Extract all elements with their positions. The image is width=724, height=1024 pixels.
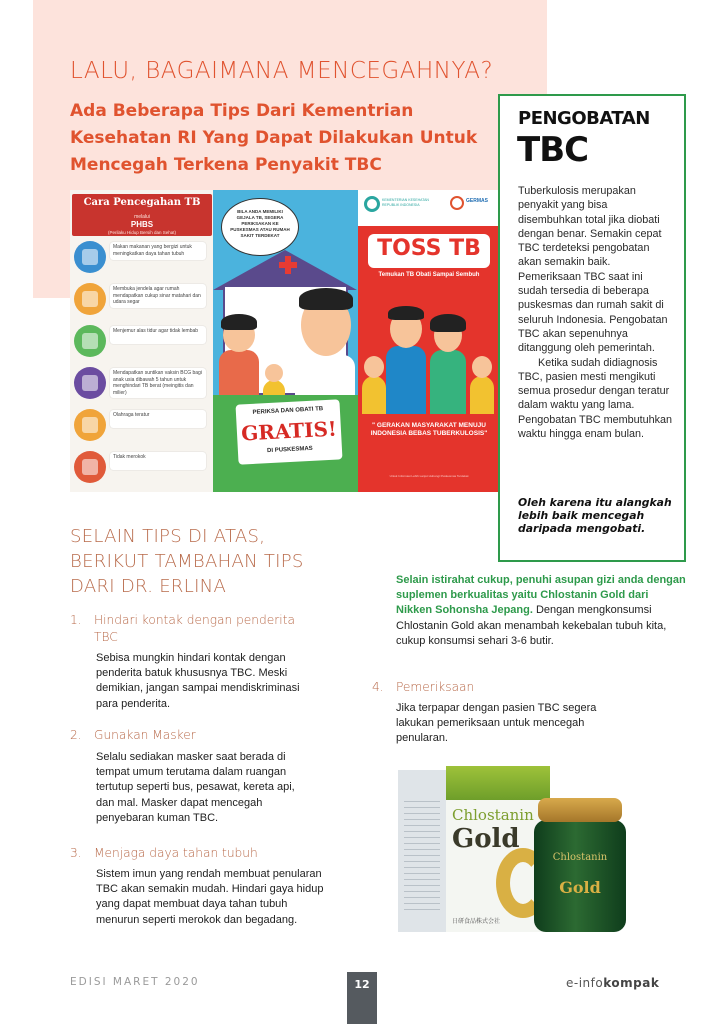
- tbc-conclusion: Oleh karena itu alangkah lebih baik mencegah daripada mengobati.: [518, 496, 672, 535]
- di-puskesmas-text: DI PUSKESMAS: [266, 445, 313, 455]
- product-maker: 日研食品株式会社: [452, 919, 501, 925]
- man-figure: [295, 355, 355, 400]
- family-mother-hair: [430, 314, 466, 332]
- tip-1-title: [70, 612, 320, 648]
- phbs-tip-row: [72, 280, 210, 318]
- family-child-left: [362, 376, 386, 414]
- family-father-hair: [388, 306, 424, 320]
- phbs-tip-icon: [74, 241, 106, 273]
- phbs-tip-text: Makan makanan yang bergizi untuk meningkatkan daya tahan tubuh: [110, 242, 206, 260]
- product-box-gold: Gold: [452, 824, 520, 854]
- tip-4-number: 4.: [372, 680, 384, 694]
- page-number-tab: [347, 972, 377, 1024]
- tip-3-description: Sistem imun yang rendah membuat penularan TBC akan semakin mudah. Hindari gaya hidup yang dapat membuat daya tahan tubuh menurun seperti merokok dan begadang.: [96, 868, 324, 926]
- prevention-infographic: [70, 190, 500, 492]
- edition-label: EDISI MARET 2020: [70, 976, 200, 988]
- brand-suffix: kompak: [603, 976, 660, 990]
- phbs-header: [72, 194, 212, 236]
- toss-title-box: [368, 234, 490, 268]
- tip-2-number: 2.: [70, 728, 82, 742]
- main-heading: LALU, BAGAIMANA MENCEGAHNYA?: [70, 58, 494, 84]
- child-head: [265, 364, 283, 382]
- family-mother-figure: [430, 350, 466, 414]
- toss-title: TOSS TB: [377, 236, 481, 261]
- product-box-band: [446, 766, 550, 800]
- jar-gold: Gold: [559, 878, 601, 897]
- tbc-paragraph-1: Tuberkulosis merupakan penyakit yang bisa disembuhkan total jika diobati dengan benar. Semakin cepat TBC terdeteksi pengobatan akan semakin baik. Pemeriksaan TBC saat ini sudah tersedia di beberapa puskesmas dan rumah sakit di seluruh Indonesia. Pengobatan TBC akan sepenuhnya ditanggung oleh pemerintah.: [518, 185, 668, 355]
- phbs-title: Cara Pencegahan TB: [83, 197, 201, 208]
- gratis-sign: [236, 399, 343, 464]
- phbs-tip-icon: [74, 451, 106, 483]
- supplement-text: Dengan mengkonsumsi Chlostanin Gold akan menambah kekebalan tubuh kita, cukup konsumsi sehari 3-6 butir.: [396, 604, 667, 647]
- phbs-tip-icon-inner: [82, 459, 98, 475]
- medical-cross-icon-bar: [279, 262, 297, 268]
- product-jar-lid: [538, 798, 622, 822]
- toss-tagline: Temukan TB Obati Sampai Sembuh: [378, 272, 480, 278]
- phbs-tip-icon-inner: [82, 375, 98, 391]
- product-box-side-text-lines: [404, 800, 440, 910]
- jar-brand: Chlostanin: [552, 852, 608, 863]
- phbs-label: PHBS: [130, 220, 154, 229]
- phbs-tip-icon: [74, 283, 106, 315]
- tip-1-description: Sebisa mungkin hindari kontak dengan penderita batuk khususnya TBC. Meski demikian, jangan sampai mendiskriminasi para penderita.: [96, 652, 300, 710]
- toss-slogan: " GERAKAN MASYARAKAT MENUJU INDONESIA BEBAS TUBERKULOSIS": [370, 422, 488, 437]
- tip-1-label: Hindari kontak dengan penderita TBC: [94, 613, 295, 644]
- infographic-panel-phbs: [70, 190, 213, 492]
- family-father-figure: [386, 346, 426, 414]
- toss-footnote: Untuk Informasi Lebih Lanjut Hubungi Puskesmas Terdekat: [389, 474, 469, 478]
- phbs-tip-text: Tidak merokok: [110, 452, 206, 470]
- brand-prefix: e-info: [566, 976, 604, 990]
- family-child-left-head: [364, 356, 384, 378]
- gratis-text: GRATIS!: [240, 416, 338, 446]
- germas-logo-text: GERMAS: [466, 198, 488, 204]
- phbs-tip-icon-inner: [82, 291, 98, 307]
- tbc-box-body: [518, 184, 674, 441]
- tip-3-number: 3.: [70, 846, 82, 860]
- family-child-right: [470, 376, 494, 414]
- phbs-tip-icon-inner: [82, 249, 98, 265]
- phbs-tip-text: Membuka jendela agar rumah mendapatkan cukup sinar matahari dan udara segar: [110, 284, 206, 308]
- phbs-tip-icon: [74, 367, 106, 399]
- logo-bar: [358, 190, 500, 226]
- chlostanin-gold-product: [398, 760, 652, 938]
- tip-1-number: 1.: [70, 613, 82, 627]
- product-box-brand: Chlostanin: [452, 806, 534, 824]
- phbs-tip-icon: [74, 325, 106, 357]
- phbs-tip-text: Mendapatkan suntikan vaksin BCG bagi anak usia dibawah 5 tahun untuk menghindari TB berat (meingitis dan milier): [110, 368, 206, 398]
- tip-2-title: [70, 727, 320, 745]
- tip-2-description: Selalu sediakan masker saat berada di tempat umum terutama dalam ruangan tertutup seperti bus, pesawat, kereta api, dan mal. Masker dapat mencegah penyebaran kuman TBC.: [96, 751, 295, 824]
- phbs-tip-icon-inner: [82, 417, 98, 433]
- phbs-tip-text: Menjemur alas tidur agar tidak lembab: [110, 326, 206, 344]
- toss-poster: [358, 226, 500, 492]
- phbs-tip-icon: [74, 409, 106, 441]
- woman-figure: [219, 350, 259, 400]
- publication-brand: [566, 976, 659, 990]
- phbs-tip-row: [72, 406, 210, 444]
- additional-tips-heading: SELAIN TIPS DI ATAS, BERIKUT TAMBAHAN TIPS DARI DR. ERLINA: [70, 526, 304, 597]
- phbs-tip-row: [72, 322, 210, 360]
- supplement-paragraph: [396, 573, 686, 649]
- phbs-tip-text: Olahraga teratur: [110, 410, 206, 428]
- supplement-highlight: Selain istirahat cukup, penuhi asupan gizi anda dengan suplemen berkualitas yaitu Chlostanin Gold dari Nikken Sohonsha Jepang.: [396, 574, 686, 617]
- phbs-tip-row: [72, 238, 210, 276]
- tbc-treatment-box: [498, 94, 686, 562]
- family-child-right-head: [472, 356, 492, 378]
- kemenkes-logo-icon: [364, 196, 380, 212]
- tip-4-label: Pemeriksaan: [396, 680, 475, 694]
- tip-2-label: Gunakan Masker: [94, 728, 196, 742]
- tbc-box-title-large: TBC: [517, 130, 589, 170]
- phbs-tip-row: [72, 364, 210, 402]
- phbs-tip-row: [72, 448, 210, 486]
- tip-3-title: [70, 845, 320, 863]
- woman-hair: [221, 314, 257, 330]
- tip-3-label: Menjaga daya tahan tubuh: [94, 846, 258, 860]
- infographic-panel-puskesmas: [213, 190, 358, 492]
- germas-logo-icon: [450, 196, 464, 210]
- tip-4-title: [372, 679, 672, 697]
- phbs-label-sub: (Perilaku Hidup Bersih dan Sehat): [107, 230, 177, 235]
- phbs-subtitle: melalui: [134, 214, 150, 220]
- product-jar-label: [542, 852, 618, 912]
- man-hair: [299, 288, 353, 310]
- infographic-panel-toss: [358, 190, 500, 492]
- phbs-tip-icon-inner: [82, 333, 98, 349]
- periksa-text: PERIKSA DAN OBATI TB: [252, 406, 324, 416]
- tip-4-description: Jika terpapar dengan pasien TBC segera lakukan pemeriksaan untuk mencegah penularan.: [396, 702, 597, 745]
- sub-heading: Ada Beberapa Tips Dari Kementrian Kesehatan RI Yang Dapat Dilakukan Untuk Mencegah Terkena Penyakit TBC: [70, 101, 478, 175]
- tbc-box-title: PENGOBATAN: [518, 108, 650, 129]
- speech-bubble: BILA ANDA MEMILIKI GEJALA TB, SEGERA PERIKSAKAN KE PUSKESMAS ATAU RUMAH SAKIT TERDEKAT: [221, 198, 299, 256]
- kemenkes-logo-text: KEMENTERIAN KESEHATAN REPUBLIK INDONESIA: [382, 198, 429, 207]
- product-box-side: [398, 770, 446, 932]
- tbc-paragraph-2: Ketika sudah didiagnosis TBC, pasien mesti mengikuti semua prosedur dengan teratur dalam waktu yang lama. Pengobatan TBC membutuhkan waktu hingga enam bulan.: [518, 356, 673, 441]
- page-number: 12: [354, 978, 370, 991]
